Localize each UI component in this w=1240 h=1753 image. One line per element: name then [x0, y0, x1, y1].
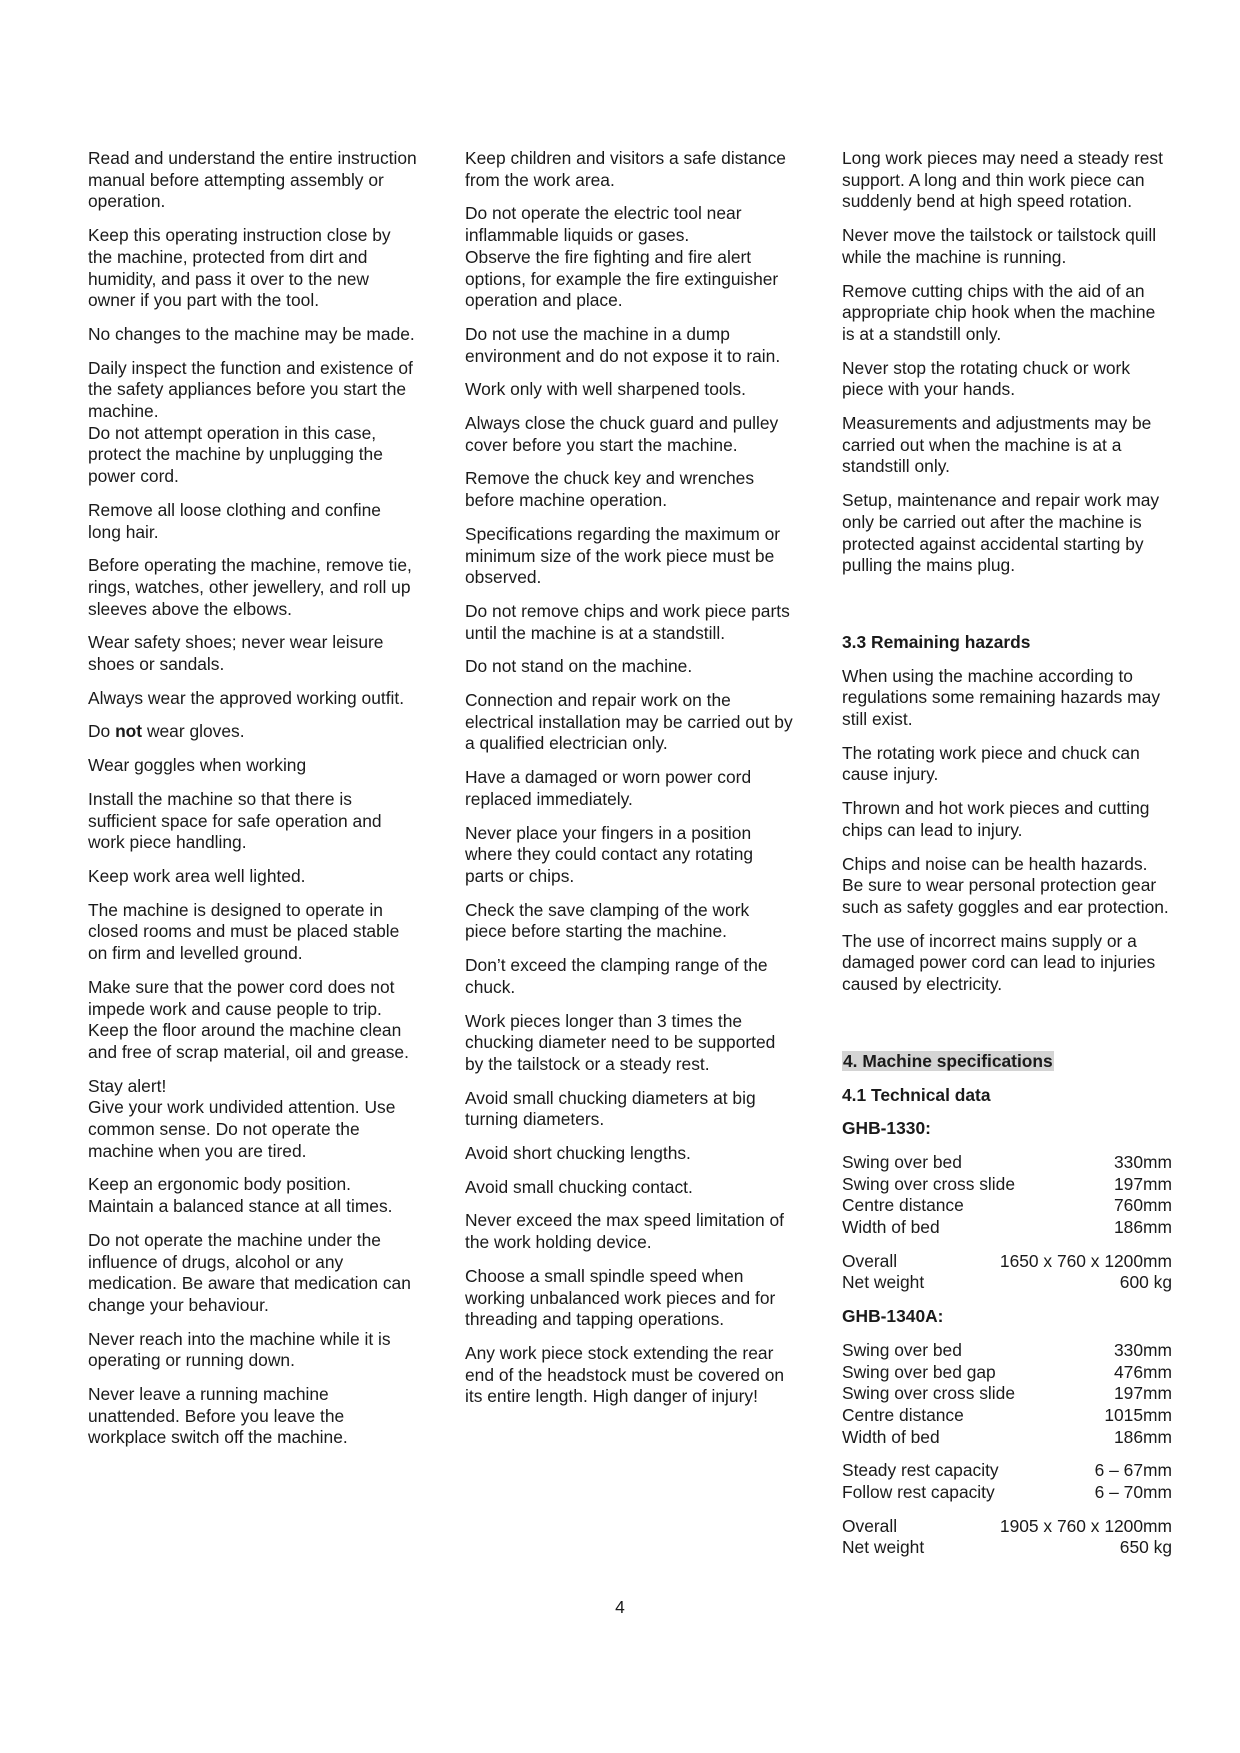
spec-value: 197mm	[1114, 1383, 1172, 1404]
spec-value: 476mm	[1114, 1361, 1172, 1382]
instruction-paragraph: Never stop the rotating chuck or work piece with your hands.	[842, 357, 1131, 400]
spec-row	[842, 1537, 1172, 1559]
spec-row	[842, 1152, 1172, 1174]
instruction-paragraph	[88, 358, 418, 488]
instruction-paragraph: Remove all loose clothing and confine long hair.	[88, 499, 381, 542]
instruction-paragraph: Do not stand on the machine.	[465, 656, 693, 677]
spec-value: 1015mm	[1104, 1404, 1172, 1425]
spec-label: Swing over bed	[842, 1151, 962, 1172]
instruction-paragraph: Have a damaged or worn power cord replaced immediately.	[465, 767, 752, 809]
instruction-paragraph: Keep children and visitors a safe distance from the work area.	[465, 148, 786, 190]
section-spacer	[842, 589, 1172, 632]
hazard-paragraph: The rotating work piece and chuck can cause injury.	[842, 742, 1140, 785]
spec-label: Net weight	[842, 1537, 925, 1558]
machine-specifications-section	[842, 1051, 1172, 1559]
instruction-paragraph: Choose a small spindle speed when working unbalanced work pieces and for threading and tapping operations.	[465, 1265, 776, 1330]
technical-data-heading: 4.1 Technical data	[842, 1084, 991, 1105]
instruction-paragraph: Before operating the machine, remove tie, rings, watches, other jewellery, and roll up sleeves above the elbows.	[88, 555, 412, 619]
instruction-paragraph: Always close the chuck guard and pulley cover before you start the machine.	[465, 413, 779, 455]
instruction-paragraph: Install the machine so that there is sufficient space for safe operation and work piece handling.	[88, 788, 382, 853]
spec-label: Swing over bed gap	[842, 1361, 996, 1382]
spec-row	[842, 1516, 1172, 1538]
spec-row	[842, 1383, 1172, 1405]
instruction-paragraph	[465, 203, 795, 312]
instruction-line: Do not operate the electric tool near inflammable liquids or gases.	[465, 203, 742, 246]
spec-row	[842, 1340, 1172, 1362]
spec-label: Centre distance	[842, 1195, 964, 1216]
instruction-paragraph: Connection and repair work on the electrical installation may be carried out by a qualified electrician only.	[465, 690, 793, 754]
instruction-paragraph: Keep an ergonomic body position. Maintain a balanced stance at all times.	[88, 1174, 393, 1217]
spec-value: 186mm	[1114, 1217, 1172, 1238]
instruction-paragraph: Never reach into the machine while it is operating or running down.	[88, 1328, 391, 1371]
spec-label: Overall	[842, 1250, 898, 1271]
page-number: 4	[615, 1597, 625, 1617]
instruction-paragraph: Any work piece stock extending the rear end of the headstock must be covered on its entire length. High danger of injury!	[465, 1342, 785, 1407]
instruction-paragraph: Work pieces longer than 3 times the chucking diameter need to be supported by the tailstock or a steady rest.	[465, 1010, 776, 1074]
spec-value: 1905 x 760 x 1200mm	[999, 1515, 1172, 1536]
spec-label: Width of bed	[842, 1426, 940, 1447]
instruction-paragraph: No changes to the machine may be made.	[88, 323, 415, 344]
spec-value: 330mm	[1114, 1151, 1172, 1172]
spec-value: 6 – 67mm	[1094, 1460, 1172, 1481]
instruction-line: Daily inspect the function and existence of the safety appliances before you start the machine.	[88, 357, 413, 422]
ghb-1330-specs	[842, 1118, 1172, 1294]
spec-label: Follow rest capacity	[842, 1482, 995, 1503]
instruction-paragraph: Always wear the approved working outfit.	[88, 687, 405, 708]
spec-row	[842, 1427, 1172, 1449]
instruction-paragraph: Measurements and adjustments may be carried out when the machine is at a standstill only.	[842, 413, 1152, 477]
column-1	[88, 148, 418, 1461]
spec-row	[842, 1460, 1172, 1482]
spec-value: 6 – 70mm	[1094, 1482, 1172, 1503]
instruction-paragraph: Wear goggles when working	[88, 755, 307, 776]
hazard-paragraph: Thrown and hot work pieces and cutting chips can lead to injury.	[842, 798, 1150, 840]
instruction-paragraph: Remove cutting chips with the aid of an appropriate chip hook when the machine is at a standstill only.	[842, 280, 1156, 344]
instruction-paragraph: Work only with well sharpened tools.	[465, 379, 746, 400]
instruction-paragraph: Don’t exceed the clamping range of the chuck.	[465, 955, 768, 997]
spec-value: 650 kg	[1119, 1537, 1172, 1558]
instruction-line: Do not attempt operation in this case, protect the machine by unplugging the power cord.	[88, 422, 383, 487]
spec-row	[842, 1251, 1172, 1273]
instruction-paragraph: Wear safety shoes; never wear leisure shoes or sandals.	[88, 632, 384, 675]
spec-label: Width of bed	[842, 1217, 940, 1238]
spec-row	[842, 1174, 1172, 1196]
spec-row	[842, 1362, 1172, 1384]
instruction-paragraph: Specifications regarding the maximum or minimum size of the work piece must be observed.	[465, 523, 781, 588]
instruction-paragraph: Remove the chuck key and wrenches before machine operation.	[465, 468, 755, 511]
spec-value: 600 kg	[1119, 1272, 1172, 1293]
spec-label: Swing over cross slide	[842, 1383, 1016, 1404]
spec-label: Net weight	[842, 1272, 925, 1293]
spec-row	[842, 1217, 1172, 1239]
instruction-line: Make sure that the power cord does not impede work and cause people to trip.	[88, 976, 395, 1019]
section-highlight: 4. Machine specifications	[843, 1050, 1053, 1071]
instruction-line: Give your work undivided attention. Use common sense. Do not operate the machine when you are tired.	[88, 1097, 396, 1161]
instruction-paragraph: Setup, maintenance and repair work may only be carried out after the machine is protected against accidental starting by pulling the mains plug.	[842, 490, 1160, 576]
spec-row	[842, 1405, 1172, 1427]
spec-value: 1650 x 760 x 1200mm	[999, 1250, 1172, 1271]
instruction-line: Keep the floor around the machine clean and free of scrap material, oil and grease.	[88, 1020, 409, 1062]
instruction-paragraph	[88, 1076, 418, 1163]
model-heading: GHB-1330:	[842, 1118, 931, 1139]
instruction-line: Stay alert!	[88, 1075, 167, 1096]
spec-value: 186mm	[1114, 1426, 1172, 1447]
spec-group	[842, 1152, 1172, 1239]
instruction-paragraph: Avoid small chucking diameters at big turning diameters.	[465, 1087, 756, 1130]
spec-label: Steady rest capacity	[842, 1460, 999, 1481]
instruction-paragraph: Keep work area well lighted.	[88, 865, 306, 886]
instruction-paragraph: Avoid short chucking lengths.	[465, 1143, 691, 1164]
hazard-paragraph: The use of incorrect mains supply or a damaged power cord can lead to injuries caused by electricity.	[842, 930, 1156, 995]
instruction-paragraph: Read and understand the entire instruction manual before attempting assembly or operation.	[88, 148, 417, 212]
instruction-paragraph: Do not use the machine in a dump environment and do not expose it to rain.	[465, 323, 781, 366]
spec-label: Swing over bed	[842, 1339, 962, 1360]
hazard-paragraph: When using the machine according to regulations some remaining hazards may still exist.	[842, 665, 1161, 730]
ghb-1340a-specs	[842, 1306, 1172, 1559]
instruction-paragraph: Long work pieces may need a steady rest support. A long and thin work piece can suddenly bend at high speed rotation.	[842, 148, 1163, 212]
instruction-paragraph: The machine is designed to operate in closed rooms and must be placed stable on firm and levelled ground.	[88, 899, 400, 964]
instruction-paragraph: Never exceed the max speed limitation of the work holding device.	[465, 1210, 784, 1253]
spec-row	[842, 1272, 1172, 1294]
instruction-paragraph: Keep this operating instruction close by the machine, protected from dirt and humidity, and pass it over to the new owner if you part with the tool.	[88, 225, 391, 311]
spec-group	[842, 1460, 1172, 1503]
spec-group	[842, 1340, 1172, 1449]
spec-value: 760mm	[1114, 1195, 1172, 1216]
model-heading: GHB-1340A:	[842, 1306, 944, 1327]
column-2	[465, 148, 795, 1420]
instruction-paragraph: Never place your fingers in a position where they could contact any rotating parts or chips.	[465, 822, 754, 886]
gloves-pre: Do	[88, 721, 116, 742]
hazard-paragraph: Chips and noise can be health hazards. Be sure to wear personal protection gear such as safety goggles and ear protection.	[842, 853, 1169, 917]
instruction-paragraph: Do not remove chips and work piece parts until the machine is at a standstill.	[465, 600, 790, 643]
column-3	[842, 148, 1172, 1571]
spec-row	[842, 1195, 1172, 1217]
instruction-line: Observe the fire fighting and fire alert options, for example the fire extinguisher operation and place.	[465, 246, 779, 311]
spec-row	[842, 1482, 1172, 1504]
spec-label: Centre distance	[842, 1404, 964, 1425]
instruction-paragraph	[88, 977, 418, 1064]
gloves-emphasis: not	[115, 721, 143, 742]
spec-label: Swing over cross slide	[842, 1173, 1016, 1194]
remaining-hazards-heading: 3.3 Remaining hazards	[842, 631, 1031, 652]
spec-group	[842, 1516, 1172, 1559]
spec-value: 330mm	[1114, 1339, 1172, 1360]
instruction-paragraph: Avoid small chucking contact.	[465, 1176, 693, 1197]
gloves-post: wear gloves.	[142, 721, 245, 742]
instruction-paragraph: Check the save clamping of the work piece before starting the machine.	[465, 899, 750, 942]
instruction-paragraph: Never leave a running machine unattended. Before you leave the workplace switch off the machine.	[88, 1384, 348, 1448]
gloves-paragraph	[88, 721, 418, 743]
spec-group	[842, 1251, 1172, 1294]
spec-label: Overall	[842, 1515, 898, 1536]
section-spacer	[842, 1008, 1172, 1051]
instruction-paragraph: Do not operate the machine under the influence of drugs, alcohol or any medication. Be aware that medication can change your behaviour.	[88, 1229, 411, 1315]
machine-specifications-heading	[842, 1051, 1172, 1073]
spec-value: 197mm	[1114, 1173, 1172, 1194]
instruction-paragraph: Never move the tailstock or tailstock quill while the machine is running.	[842, 225, 1157, 267]
remaining-hazards-section	[842, 632, 1172, 996]
